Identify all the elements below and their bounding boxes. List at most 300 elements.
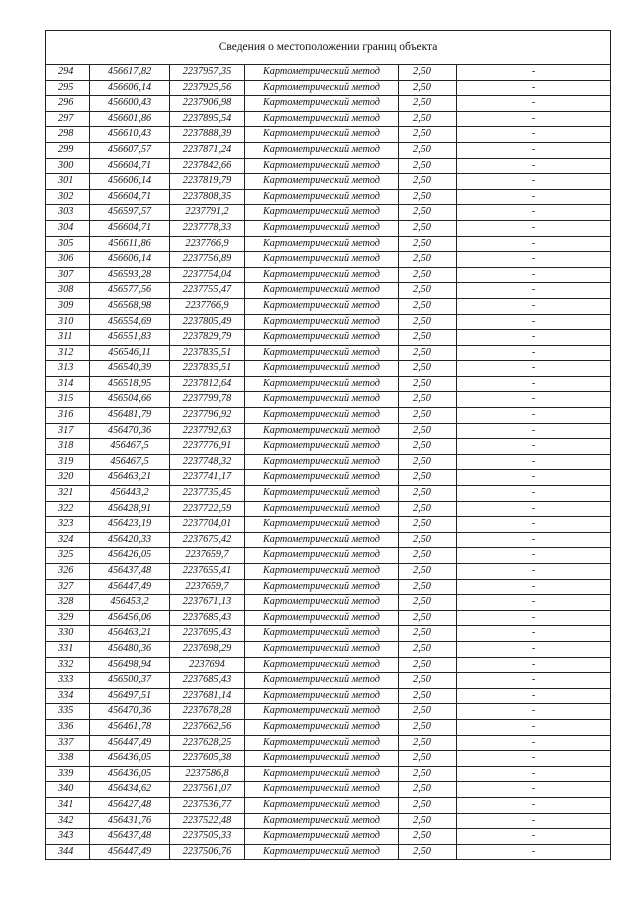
coord-x: 456610,43: [90, 127, 170, 143]
coord-x: 456447,49: [90, 579, 170, 595]
table-row: [46, 345, 611, 361]
boundary-coordinates-table: [45, 30, 611, 860]
method-cell: Картометрический метод: [245, 314, 399, 330]
point-number: 310: [46, 314, 90, 330]
table-row: [46, 65, 611, 81]
accuracy-cell: 2,50: [399, 96, 457, 112]
accuracy-cell: 2,50: [399, 330, 457, 346]
coord-y: 2237819,79: [170, 174, 245, 190]
accuracy-cell: 2,50: [399, 719, 457, 735]
method-cell: Картометрический метод: [245, 142, 399, 158]
coord-y: 2237685,43: [170, 610, 245, 626]
coord-x: 456601,86: [90, 111, 170, 127]
accuracy-cell: 2,50: [399, 376, 457, 392]
accuracy-cell: 2,50: [399, 174, 457, 190]
table-row: [46, 80, 611, 96]
point-number: 303: [46, 205, 90, 221]
description-cell: -: [457, 361, 611, 377]
accuracy-cell: 2,50: [399, 220, 457, 236]
table-row: [46, 626, 611, 642]
point-number: 323: [46, 517, 90, 533]
method-cell: Картометрический метод: [245, 470, 399, 486]
accuracy-cell: 2,50: [399, 439, 457, 455]
description-cell: -: [457, 532, 611, 548]
description-cell: -: [457, 501, 611, 517]
point-number: 307: [46, 267, 90, 283]
accuracy-cell: 2,50: [399, 844, 457, 860]
point-number: 339: [46, 766, 90, 782]
coord-y: 2237586,8: [170, 766, 245, 782]
description-cell: -: [457, 704, 611, 720]
table-row: [46, 844, 611, 860]
description-cell: -: [457, 111, 611, 127]
method-cell: Картометрический метод: [245, 735, 399, 751]
method-cell: Картометрический метод: [245, 267, 399, 283]
coord-x: 456453,2: [90, 595, 170, 611]
point-number: 313: [46, 361, 90, 377]
point-number: 311: [46, 330, 90, 346]
coord-x: 456554,69: [90, 314, 170, 330]
method-cell: Картометрический метод: [245, 158, 399, 174]
table-title-row: [46, 31, 611, 65]
coord-y: 2237776,91: [170, 439, 245, 455]
point-number: 335: [46, 704, 90, 720]
method-cell: Картометрический метод: [245, 376, 399, 392]
coord-y: 2237536,77: [170, 797, 245, 813]
method-cell: Картометрический метод: [245, 657, 399, 673]
table-row: [46, 330, 611, 346]
coord-x: 456604,71: [90, 189, 170, 205]
point-number: 296: [46, 96, 90, 112]
accuracy-cell: 2,50: [399, 782, 457, 798]
point-number: 328: [46, 595, 90, 611]
accuracy-cell: 2,50: [399, 127, 457, 143]
point-number: 326: [46, 564, 90, 580]
accuracy-cell: 2,50: [399, 454, 457, 470]
coord-y: 2237662,56: [170, 719, 245, 735]
coord-x: 456447,49: [90, 844, 170, 860]
description-cell: -: [457, 454, 611, 470]
accuracy-cell: 2,50: [399, 236, 457, 252]
point-number: 294: [46, 65, 90, 81]
accuracy-cell: 2,50: [399, 564, 457, 580]
table-row: [46, 236, 611, 252]
coord-y: 2237792,63: [170, 423, 245, 439]
description-cell: -: [457, 345, 611, 361]
table-row: [46, 517, 611, 533]
coord-y: 2237871,24: [170, 142, 245, 158]
coord-y: 2237698,29: [170, 641, 245, 657]
description-cell: -: [457, 688, 611, 704]
coord-y: 2237522,48: [170, 813, 245, 829]
coord-y: 2237735,45: [170, 486, 245, 502]
method-cell: Картометрический метод: [245, 579, 399, 595]
description-cell: -: [457, 298, 611, 314]
table-row: [46, 376, 611, 392]
point-number: 298: [46, 127, 90, 143]
coord-y: 2237778,33: [170, 220, 245, 236]
table-row: [46, 797, 611, 813]
accuracy-cell: 2,50: [399, 517, 457, 533]
accuracy-cell: 2,50: [399, 797, 457, 813]
coord-x: 456500,37: [90, 673, 170, 689]
method-cell: Картометрический метод: [245, 439, 399, 455]
table-row: [46, 813, 611, 829]
coord-x: 456497,51: [90, 688, 170, 704]
description-cell: -: [457, 595, 611, 611]
accuracy-cell: 2,50: [399, 158, 457, 174]
accuracy-cell: 2,50: [399, 626, 457, 642]
table-row: [46, 719, 611, 735]
coord-x: 456470,36: [90, 704, 170, 720]
method-cell: Картометрический метод: [245, 782, 399, 798]
coord-y: 2237748,32: [170, 454, 245, 470]
method-cell: Картометрический метод: [245, 673, 399, 689]
coord-y: 2237561,07: [170, 782, 245, 798]
method-cell: Картометрический метод: [245, 517, 399, 533]
coord-y: 2237829,79: [170, 330, 245, 346]
table-row: [46, 361, 611, 377]
point-number: 309: [46, 298, 90, 314]
table-row: [46, 829, 611, 845]
accuracy-cell: 2,50: [399, 252, 457, 268]
method-cell: Картометрический метод: [245, 532, 399, 548]
method-cell: Картометрический метод: [245, 751, 399, 767]
method-cell: Картометрический метод: [245, 111, 399, 127]
table-row: [46, 423, 611, 439]
method-cell: Картометрический метод: [245, 610, 399, 626]
point-number: 342: [46, 813, 90, 829]
coord-x: 456470,36: [90, 423, 170, 439]
point-number: 333: [46, 673, 90, 689]
coord-x: 456546,11: [90, 345, 170, 361]
description-cell: -: [457, 517, 611, 533]
coord-y: 2237766,9: [170, 298, 245, 314]
coord-x: 456434,62: [90, 782, 170, 798]
coord-x: 456463,21: [90, 626, 170, 642]
description-cell: -: [457, 252, 611, 268]
accuracy-cell: 2,50: [399, 314, 457, 330]
table-row: [46, 127, 611, 143]
point-number: 304: [46, 220, 90, 236]
coord-x: 456604,71: [90, 158, 170, 174]
coord-y: 2237605,38: [170, 751, 245, 767]
accuracy-cell: 2,50: [399, 298, 457, 314]
table-row: [46, 205, 611, 221]
coord-x: 456427,48: [90, 797, 170, 813]
point-number: 341: [46, 797, 90, 813]
description-cell: -: [457, 314, 611, 330]
description-cell: -: [457, 751, 611, 767]
description-cell: -: [457, 267, 611, 283]
coord-y: 2237675,42: [170, 532, 245, 548]
coord-x: 456611,86: [90, 236, 170, 252]
coord-y: 2237755,47: [170, 283, 245, 299]
coord-x: 456551,83: [90, 330, 170, 346]
method-cell: Картометрический метод: [245, 688, 399, 704]
table-row: [46, 142, 611, 158]
coord-x: 456481,79: [90, 408, 170, 424]
point-number: 331: [46, 641, 90, 657]
coord-x: 456423,19: [90, 517, 170, 533]
method-cell: Картометрический метод: [245, 564, 399, 580]
coord-y: 2237506,76: [170, 844, 245, 860]
table-row: [46, 595, 611, 611]
accuracy-cell: 2,50: [399, 189, 457, 205]
coord-x: 456606,14: [90, 80, 170, 96]
coord-y: 2237681,14: [170, 688, 245, 704]
method-cell: Картометрический метод: [245, 330, 399, 346]
point-number: 343: [46, 829, 90, 845]
table-row: [46, 96, 611, 112]
coord-x: 456436,05: [90, 766, 170, 782]
point-number: 319: [46, 454, 90, 470]
coord-x: 456593,28: [90, 267, 170, 283]
description-cell: -: [457, 486, 611, 502]
coord-y: 2237659,7: [170, 579, 245, 595]
coord-y: 2237906,98: [170, 96, 245, 112]
table-row: [46, 392, 611, 408]
coord-x: 456617,82: [90, 65, 170, 81]
description-cell: -: [457, 236, 611, 252]
accuracy-cell: 2,50: [399, 610, 457, 626]
boundary-table-container: [45, 30, 610, 860]
coord-x: 456540,39: [90, 361, 170, 377]
coord-y: 2237628,25: [170, 735, 245, 751]
description-cell: -: [457, 626, 611, 642]
table-row: [46, 673, 611, 689]
coord-y: 2237659,7: [170, 548, 245, 564]
method-cell: Картометрический метод: [245, 641, 399, 657]
point-number: 302: [46, 189, 90, 205]
table-title: Сведения о местоположении границ объекта: [46, 31, 611, 65]
accuracy-cell: 2,50: [399, 267, 457, 283]
coord-x: 456606,14: [90, 252, 170, 268]
accuracy-cell: 2,50: [399, 548, 457, 564]
description-cell: -: [457, 65, 611, 81]
table-row: [46, 548, 611, 564]
method-cell: Картометрический метод: [245, 174, 399, 190]
coord-x: 456447,49: [90, 735, 170, 751]
method-cell: Картометрический метод: [245, 829, 399, 845]
coord-x: 456436,05: [90, 751, 170, 767]
description-cell: -: [457, 564, 611, 580]
point-number: 312: [46, 345, 90, 361]
method-cell: Картометрический метод: [245, 719, 399, 735]
coord-y: 2237835,51: [170, 361, 245, 377]
table-body: [46, 65, 611, 860]
point-number: 340: [46, 782, 90, 798]
description-cell: -: [457, 610, 611, 626]
coord-x: 456518,95: [90, 376, 170, 392]
method-cell: Картометрический метод: [245, 283, 399, 299]
description-cell: -: [457, 408, 611, 424]
point-number: 324: [46, 532, 90, 548]
coord-x: 456437,48: [90, 564, 170, 580]
accuracy-cell: 2,50: [399, 813, 457, 829]
coord-x: 456467,5: [90, 439, 170, 455]
coord-x: 456456,06: [90, 610, 170, 626]
method-cell: Картометрический метод: [245, 548, 399, 564]
method-cell: Картометрический метод: [245, 408, 399, 424]
description-cell: -: [457, 127, 611, 143]
description-cell: -: [457, 423, 611, 439]
method-cell: Картометрический метод: [245, 423, 399, 439]
coord-x: 456420,33: [90, 532, 170, 548]
table-row: [46, 501, 611, 517]
accuracy-cell: 2,50: [399, 283, 457, 299]
point-number: 315: [46, 392, 90, 408]
accuracy-cell: 2,50: [399, 579, 457, 595]
description-cell: -: [457, 376, 611, 392]
method-cell: Картометрический метод: [245, 626, 399, 642]
coord-y: 2237957,35: [170, 65, 245, 81]
coord-y: 2237756,89: [170, 252, 245, 268]
coord-y: 2237895,54: [170, 111, 245, 127]
point-number: 334: [46, 688, 90, 704]
coord-y: 2237678,28: [170, 704, 245, 720]
coord-y: 2237671,13: [170, 595, 245, 611]
point-number: 306: [46, 252, 90, 268]
point-number: 295: [46, 80, 90, 96]
table-row: [46, 283, 611, 299]
method-cell: Картометрический метод: [245, 220, 399, 236]
table-row: [46, 252, 611, 268]
coord-y: 2237695,43: [170, 626, 245, 642]
coord-x: 456437,48: [90, 829, 170, 845]
point-number: 305: [46, 236, 90, 252]
method-cell: Картометрический метод: [245, 345, 399, 361]
point-number: 300: [46, 158, 90, 174]
point-number: 327: [46, 579, 90, 595]
coord-y: 2237766,9: [170, 236, 245, 252]
table-row: [46, 220, 611, 236]
coord-y: 2237799,78: [170, 392, 245, 408]
coord-x: 456607,57: [90, 142, 170, 158]
method-cell: Картометрический метод: [245, 127, 399, 143]
coord-x: 456443,2: [90, 486, 170, 502]
table-row: [46, 641, 611, 657]
method-cell: Картометрический метод: [245, 486, 399, 502]
table-row: [46, 486, 611, 502]
method-cell: Картометрический метод: [245, 595, 399, 611]
point-number: 299: [46, 142, 90, 158]
coord-x: 456467,5: [90, 454, 170, 470]
table-row: [46, 314, 611, 330]
coord-x: 456597,57: [90, 205, 170, 221]
accuracy-cell: 2,50: [399, 704, 457, 720]
description-cell: -: [457, 439, 611, 455]
description-cell: -: [457, 735, 611, 751]
table-row: [46, 688, 611, 704]
table-row: [46, 408, 611, 424]
method-cell: Картометрический метод: [245, 80, 399, 96]
accuracy-cell: 2,50: [399, 65, 457, 81]
table-row: [46, 704, 611, 720]
coord-y: 2237791,2: [170, 205, 245, 221]
table-row: [46, 174, 611, 190]
coord-x: 456463,21: [90, 470, 170, 486]
coord-y: 2237741,17: [170, 470, 245, 486]
coord-y: 2237808,35: [170, 189, 245, 205]
description-cell: -: [457, 189, 611, 205]
point-number: 344: [46, 844, 90, 860]
point-number: 316: [46, 408, 90, 424]
method-cell: Картометрический метод: [245, 392, 399, 408]
accuracy-cell: 2,50: [399, 751, 457, 767]
point-number: 338: [46, 751, 90, 767]
table-row: [46, 267, 611, 283]
accuracy-cell: 2,50: [399, 470, 457, 486]
description-cell: -: [457, 673, 611, 689]
point-number: 329: [46, 610, 90, 626]
table-row: [46, 751, 611, 767]
point-number: 314: [46, 376, 90, 392]
description-cell: -: [457, 392, 611, 408]
coord-x: 456498,94: [90, 657, 170, 673]
point-number: 301: [46, 174, 90, 190]
accuracy-cell: 2,50: [399, 532, 457, 548]
description-cell: -: [457, 579, 611, 595]
coord-y: 2237505,33: [170, 829, 245, 845]
coord-x: 456461,78: [90, 719, 170, 735]
point-number: 317: [46, 423, 90, 439]
coord-x: 456600,43: [90, 96, 170, 112]
accuracy-cell: 2,50: [399, 80, 457, 96]
accuracy-cell: 2,50: [399, 595, 457, 611]
table-row: [46, 470, 611, 486]
point-number: 320: [46, 470, 90, 486]
accuracy-cell: 2,50: [399, 501, 457, 517]
method-cell: Картометрический метод: [245, 844, 399, 860]
coord-x: 456604,71: [90, 220, 170, 236]
accuracy-cell: 2,50: [399, 641, 457, 657]
accuracy-cell: 2,50: [399, 142, 457, 158]
table-row: [46, 782, 611, 798]
point-number: 322: [46, 501, 90, 517]
accuracy-cell: 2,50: [399, 657, 457, 673]
accuracy-cell: 2,50: [399, 829, 457, 845]
accuracy-cell: 2,50: [399, 205, 457, 221]
method-cell: Картометрический метод: [245, 298, 399, 314]
table-row: [46, 657, 611, 673]
coord-x: 456606,14: [90, 174, 170, 190]
coord-y: 2237812,64: [170, 376, 245, 392]
coord-y: 2237796,92: [170, 408, 245, 424]
description-cell: -: [457, 766, 611, 782]
table-row: [46, 766, 611, 782]
table-row: [46, 454, 611, 470]
accuracy-cell: 2,50: [399, 688, 457, 704]
point-number: 330: [46, 626, 90, 642]
description-cell: -: [457, 657, 611, 673]
table-row: [46, 610, 611, 626]
accuracy-cell: 2,50: [399, 735, 457, 751]
accuracy-cell: 2,50: [399, 345, 457, 361]
table-row: [46, 579, 611, 595]
description-cell: -: [457, 283, 611, 299]
accuracy-cell: 2,50: [399, 766, 457, 782]
coord-x: 456480,36: [90, 641, 170, 657]
coord-y: 2237722,59: [170, 501, 245, 517]
point-number: 325: [46, 548, 90, 564]
coord-x: 456428,91: [90, 501, 170, 517]
accuracy-cell: 2,50: [399, 392, 457, 408]
method-cell: Картометрический метод: [245, 797, 399, 813]
point-number: 297: [46, 111, 90, 127]
accuracy-cell: 2,50: [399, 408, 457, 424]
coord-y: 2237704,01: [170, 517, 245, 533]
